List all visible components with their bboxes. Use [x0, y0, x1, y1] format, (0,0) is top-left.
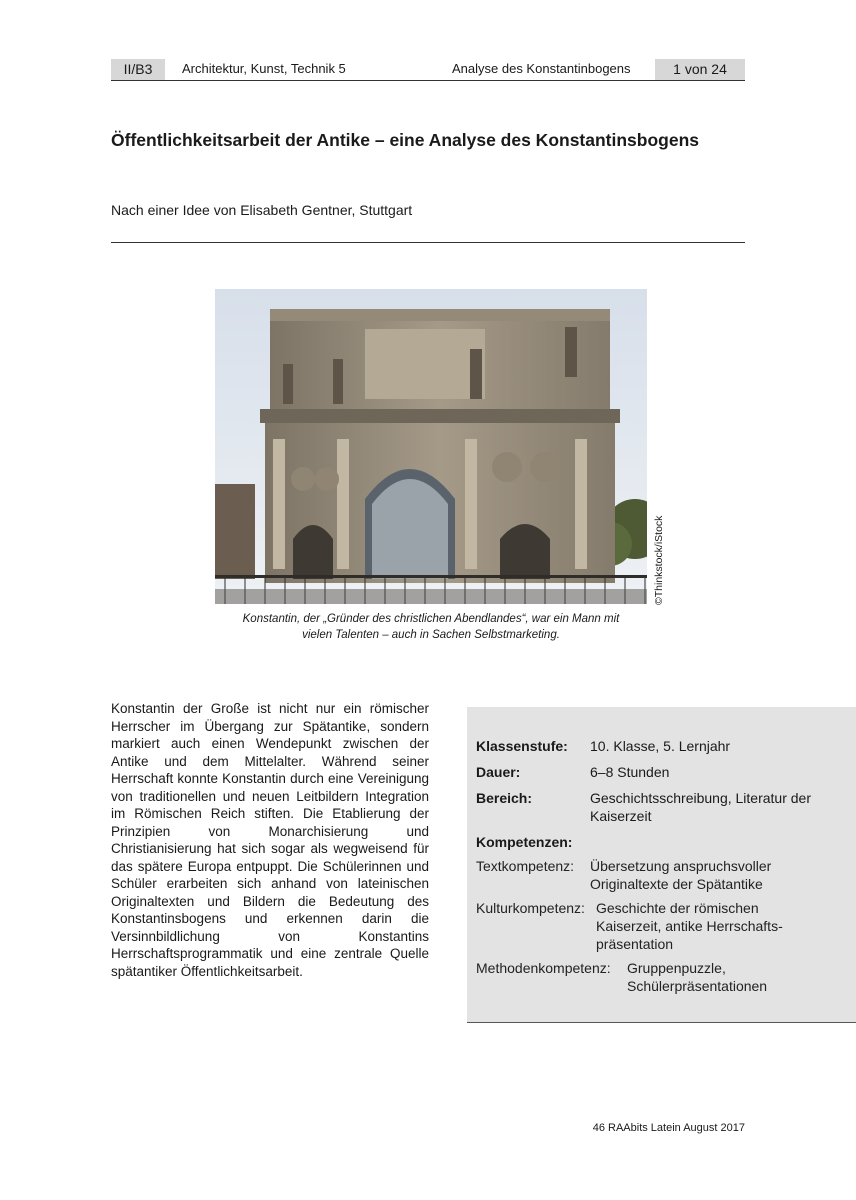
caption-line-1: Konstantin, der „Gründer des christlichen Abendlandes“, war ein Mann mit: [242, 613, 620, 625]
topic-title: Analyse des Konstantinbogens: [452, 61, 631, 76]
methodenkompetenz-label: Methodenkompetenz:: [476, 960, 611, 976]
textkompetenz-label: Textkompetenz:: [476, 858, 575, 874]
arch-illustration: [215, 289, 647, 604]
image-credit: ©Thinkstock/iStock: [653, 515, 665, 605]
bereich-value: Geschichtsschreibung, Literatur der Kaiserzeit: [590, 790, 811, 824]
kulturkompetenz-value: Geschichte der römischen Kaiserzeit, antike Herrschaftspräsentation: [596, 900, 783, 952]
title-divider: [111, 242, 745, 243]
caption-line-2: vielen Talenten – auch in Sachen Selbstmarketing.: [302, 629, 560, 641]
kulturkompetenz-label: Kulturkompetenz:: [476, 900, 585, 916]
info-box: [467, 707, 856, 1023]
kompetenzen-heading: Kompetenzen:: [476, 834, 573, 850]
author-line: Nach einer Idee von Elisabeth Gentner, Stuttgart: [111, 202, 413, 218]
section-code: II/B3: [111, 59, 165, 80]
dauer-label: Dauer:: [476, 764, 521, 780]
intro-paragraph: Konstantin der Große ist nicht nur ein römischer Herrscher im Übergang zur Spätantike, sondern markiert auch einen Wendepunkt zwischen der Antike und dem Mittelalter. Während seiner Herrschaft konnte Konstantin durch eine Vereinigung von traditionellen und neuen Leitbildern Integration im Römischen Reich stiften. Die Etablierung der Prinzipien von Monarchisierung und Christianisierung hat sich sogar als wegweisend für das spätere Europa entpuppt. Die Schülerinnen und Schüler erarbeiten sich anhand von lateinischen Originaltexten und Bildern die Bedeutung des Konstantinsbogens und erkennen darin die Versinnbildlichung von Konstantins Herrschaftsprogrammatik und eine zentrale Quelle spätantiker Öffentlichkeitsarbeit.: [111, 701, 429, 979]
klassenstufe-label: Klassenstufe:: [476, 738, 568, 754]
series-title: Architektur, Kunst, Technik 5: [182, 61, 346, 76]
bereich-label: Bereich:: [476, 790, 533, 806]
image-caption: [205, 611, 657, 643]
arch-of-constantine-photo: [215, 289, 647, 604]
page-title: Öffentlichkeitsarbeit der Antike – eine Analyse des Konstantinsbogens: [111, 130, 700, 150]
header-divider: [111, 80, 745, 81]
methodenkompetenz-value: Gruppenpuzzle, Schülerpräsentationen: [627, 960, 768, 994]
textkompetenz-value: Übersetzung anspruchsvoller Originaltexte der Spätantike: [590, 858, 772, 892]
klassenstufe-value: 10. Klasse, 5. Lernjahr: [590, 738, 731, 754]
page-indicator: 1 von 24: [655, 59, 745, 80]
dauer-value: 6–8 Stunden: [590, 764, 670, 780]
page-footer: 46 RAAbits Latein August 2017: [592, 1122, 745, 1134]
